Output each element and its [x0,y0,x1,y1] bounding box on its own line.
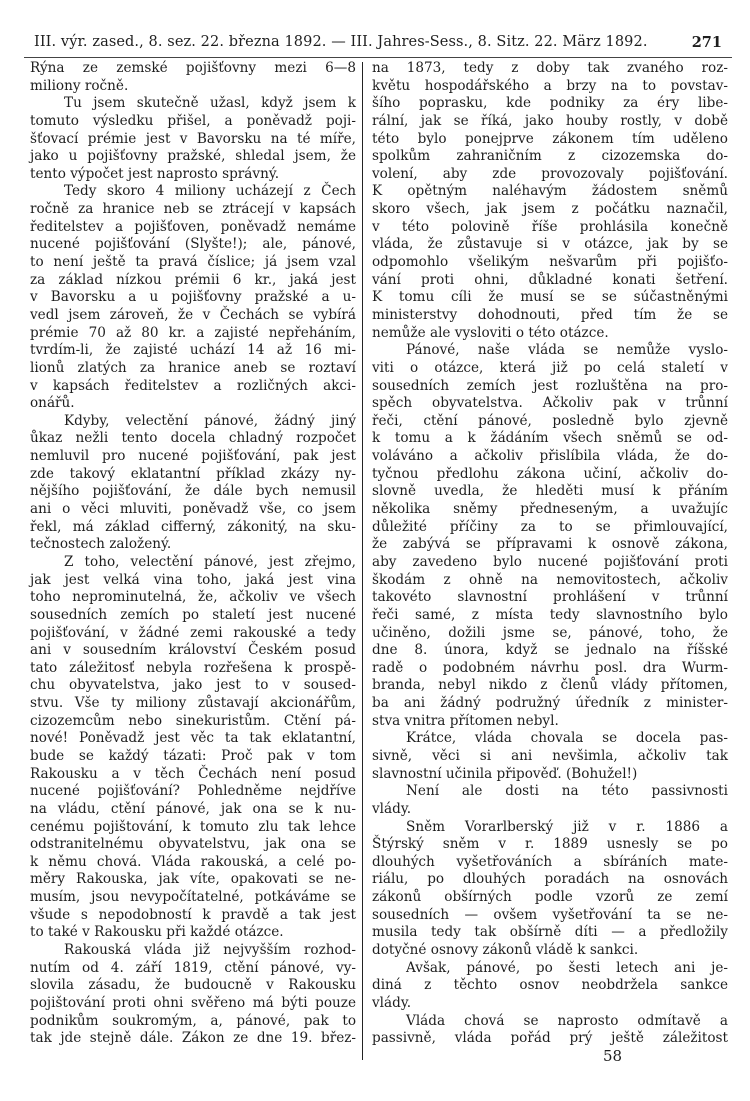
text-line: prémie 70 až 80 kr. a zajisté nepřeháním, [30,324,356,341]
text-line: Kdyby, velectění pánové, žádný jiný [64,412,356,429]
text-line: spěch obyvatelstva. Ačkoliv pak v trůnní [372,395,728,412]
text-line: ůkaz nežli tento docela chladný rozpočet [30,430,356,447]
text-line: to není ještě ta pravá číslice; já jsem vzal [30,254,356,271]
paragraph [372,960,728,1013]
text-line: voláváno a ačkoliv přislíbila vláda, že do- [372,448,728,465]
text-line: všude s nepodobností k pravdě a tak jest [30,906,356,923]
text-line: musila tedy tak obšírně díti — a předložily [372,924,728,941]
text-line: sivně, věci si ani nevšimla, ačkoliv tak [372,747,728,764]
text-line: ani o věci mluviti, poněvadž vše, co jsem [30,501,356,518]
text-line: řekl, má základ cifferný, zákonitý, na sku- [30,518,356,535]
text-line: podnikům soukromým, a, pánové, pak to [30,1012,356,1029]
paragraph [372,1013,728,1048]
paragraph [372,730,728,783]
text-line: důležité příčiny za to se přimlouvající, [372,518,728,535]
text-line: této bylo ponejprve zákonem tím uděleno [372,130,728,147]
text-line: slovně uvedla, že hleděti musí k přáním [372,483,728,500]
text-line: škodám z ohně na nemovitostech, ačkoliv [372,571,728,588]
text-line: diná z těchto osnov neobdržela sankce [372,977,728,994]
text-line: ani v sousedním království Českém posud [30,642,356,659]
text-line: květu hospodářského a brzy na to povstav- [372,77,728,94]
text-line: viti o otázce, která již po celá staletí v [372,359,728,376]
text-line: v kapsách ředitelstev a rozličných akci- [30,377,356,394]
paragraph [30,183,356,412]
text-line: skoro všech, jak jsem z počátku naznačil, [372,201,728,218]
text-line: stva vnitra přítomen nebyl. [372,712,559,729]
page-number: 271 [691,34,722,51]
paragraph [30,554,356,942]
text-line: riálu, po dlouhých poradách na osnovách [372,871,728,888]
text-line: zákonů obšírných podle vzorů ze zemí [372,889,728,906]
text-line: nemluvil pro nucené pojišťování, pak jest [30,448,356,465]
text-line: Rýna ze zemské pojišťovny mezi 6—8 [30,60,356,76]
text-line: K tomu cíli že musí se se súčastněnými [372,289,728,306]
text-line: volení, aby zde provozovaly pojišťování. [372,165,728,182]
paragraph [30,413,356,554]
left-column [30,60,356,1048]
text-line: bude se každý tázati: Proč pak v tom [30,747,356,764]
text-line: nucené pojišťování? Pohledněme nejdříve [30,783,356,800]
text-line: toho neprominutelná, že, ačkoliv ve všech [30,589,356,606]
text-line: vání proti ohni, důkladné konati šetření. [372,271,728,288]
text-line: tečnostech založený. [30,536,172,553]
text-line: vlády. [372,994,412,1011]
text-line: tato záležitosť nebyla rozřešena k prospě- [30,659,356,676]
text-line: slavnostní učinila připověď. (Bohužel!) [372,765,638,782]
text-line: řeči samé, z místa tedy slavnostního bylo [372,606,728,623]
text-line: Sněm Vorarlberský již v r. 1886 a [406,818,728,835]
text-line: ba ani žádný podružný úředník z minister- [372,695,728,712]
text-line: v Bavorsku a u pojišťovny pražské a u- [30,289,356,306]
text-line: Krátce, vláda chovala se docela pas- [406,730,728,747]
text-line: cenému pojištování, k tomuto zlu tak lehce [30,818,356,835]
text-line: sousedních zemích jest rozluštěna na pro- [372,377,728,394]
text-line: Štýrský sněm v r. 1889 usnesly se po [372,836,728,853]
running-title: III. výr. zased., 8. sez. 22. března 1892. — III. Jahres-Sess., 8. Sitz. 22. März 1892. [34,34,648,50]
text-line: Z toho, velectění pánové, jest zřejmo, [64,553,356,570]
header-rule [24,57,732,58]
text-line: radě o podobném návrhu posl. dra Wurm- [372,659,728,676]
text-line: cizozemcům nebo sinekuristům. Ctění pá- [30,712,356,729]
running-header [30,34,730,56]
text-line: lionů zlatých za hranice aneb se roztaví [30,359,356,376]
text-line: Není ale dosti na této passivnosti [406,783,728,800]
text-line: k němu chová. Vláda rakouská, a celé po- [30,853,356,870]
text-line: pojišťování, v žádné zemi rakouské a tedy [30,624,356,641]
text-line: spolkům zahraničním z cizozemska do- [372,148,728,165]
text-line: zde takový eklatantní příklad zkázy ny- [30,465,356,482]
text-line: nucené pojišťování (Slyšte!); ale, pánové, [30,236,356,253]
text-line: ředitelstev a pojišťoven, poněvadž nemáme [30,218,356,235]
paragraph [372,60,728,342]
text-line: sousedních zemích po staletí jest nucené [30,606,356,623]
text-line: to také v Rakousku při každé otázce. [30,924,284,941]
text-line: dlouhých vyšetřováních a sbíráních mate- [372,853,728,870]
paragraph [372,342,728,730]
text-line: pojištování proti ohni svěřeno má býti pouze [30,994,356,1011]
text-line: Tedy skoro 4 miliony ucházejí z Čech [64,183,356,200]
text-line: na 1873, tedy z doby tak zvaného roz- [372,60,728,76]
text-line: nutím od 4. září 1819, ctění pánové, vy- [30,959,356,976]
text-line: onářů. [30,395,75,412]
paragraph [30,60,356,95]
text-line: odpomohlo všelikým nešvarům při pojišťo- [372,254,728,271]
text-line: nemůže ale vysloviti o této otázce. [372,324,609,341]
paragraph [30,95,356,183]
text-line: branda, nebyl nikdo z členů vlády přítomen, [372,677,728,694]
text-line: K opětným naléhavým žádostem sněmů [372,183,728,200]
signature-mark: 58 [603,1047,623,1065]
text-line: na vládu, ctění pánové, jak ona se k nu- [30,800,356,817]
column-divider [362,62,363,1060]
text-line: Rakouská vláda již nejvyšším rozhod- [64,942,356,959]
text-line: tento výpočet jest naprosto správný. [30,165,280,182]
text-line: že zabývá se přípravami k osnově zákona, [372,536,728,553]
paragraph [30,942,356,1048]
text-line: dotyčné osnovy zákonů vládě k sankci. [372,942,639,959]
text-line: vláda, že zůstavuje si v otázce, jak by se [372,236,728,253]
text-line: slovila zásadu, že budoucně v Rakousku [30,977,356,994]
text-line: sousedních — ovšem vyšetřování ta se ne- [372,906,728,923]
paragraph [372,819,728,960]
text-line: ministerstvy dohodnouti, před tím že se [372,306,728,323]
text-line: Tu jsem skutečně užasl, když jsem k [64,95,356,112]
text-line: řeči, ctění pánové, posledně bylo zjevně [372,412,728,429]
text-line: učiněno, dožili jsme se, pánové, toho, že [372,624,728,641]
text-line: jak jest velká vina toho, jaká jest vina [30,571,356,588]
text-line: Vláda chová se naprosto odmítavě a [406,1012,728,1029]
text-line: Pánové, naše vláda se nemůže vyslo- [406,342,728,359]
text-line: šího poprasku, kde podniky za éry libe- [372,95,728,112]
text-line: rální, jak se říká, jako houby rostly, v době [372,112,728,129]
text-line: takovéto slavnostní prohlášení v trůnní [372,589,728,606]
text-line: miliony ročně. [30,77,129,94]
text-line: Rakousku a v těch Čechách není posud [30,765,356,782]
text-line: tvrdím-li, že zajisté uchází 14 až 16 mi- [30,342,356,359]
text-line: nějšího pojišťování, že dále bych nemusil [30,483,356,500]
text-line: vedl jsem zároveň, že v Čechách se vybírá [30,306,356,323]
text-line: odstranitelnému obyvatelstvu, jak ona se [30,836,356,853]
text-line: tak jde stejně dále. Zákon ze dne 19. břez- [30,1030,356,1047]
text-line: chu obyvatelstva, jako jest to v soused- [30,677,356,694]
text-line: aby zavedeno bylo nucené pojišťování proti [372,553,728,570]
text-line: tyčnou předlohu zákona učiní, ačkoliv do- [372,465,728,482]
text-line: musím, jsou nevypočítatelné, potkáváme se [30,889,356,906]
text-line: Avšak, pánové, po šesti letech ani je- [406,959,728,976]
text-line: měry Rakouska, jak víte, opakovati se ne- [30,871,356,888]
text-line: vlády. [372,800,412,817]
text-line: stvu. Vše ty miliony zůstavají akcionářům, [30,695,356,712]
paragraph [372,783,728,818]
text-line: ročně za hranice neb se ztrácejí v kapsách [30,201,356,218]
text-line: dne 8. února, když se jednalo na říšské [372,642,728,659]
text-line: za základ nízkou prémii 6 kr., jaká jest [30,271,356,288]
text-line: k tomu a k žádáním všech sněmů se od- [372,430,728,447]
text-line: jako u pojišťovny pražské, shledal jsem, že [30,148,356,165]
text-line: passivně, vláda pořád prý ještě záležitost [372,1030,728,1047]
text-line: v této polovině říše prohlásila konečně [372,218,728,235]
text-line: nové! Poněvadž jest věc ta tak eklatantní, [30,730,356,747]
text-line: několika sněmy předneseným, a uvažujíc [372,501,728,518]
text-line: tomuto výsledku přišel, a poněvadž poji- [30,112,356,129]
text-line: šťovací prémie jest v Bavorsku na té míře, [30,130,356,147]
right-column [372,60,728,1048]
